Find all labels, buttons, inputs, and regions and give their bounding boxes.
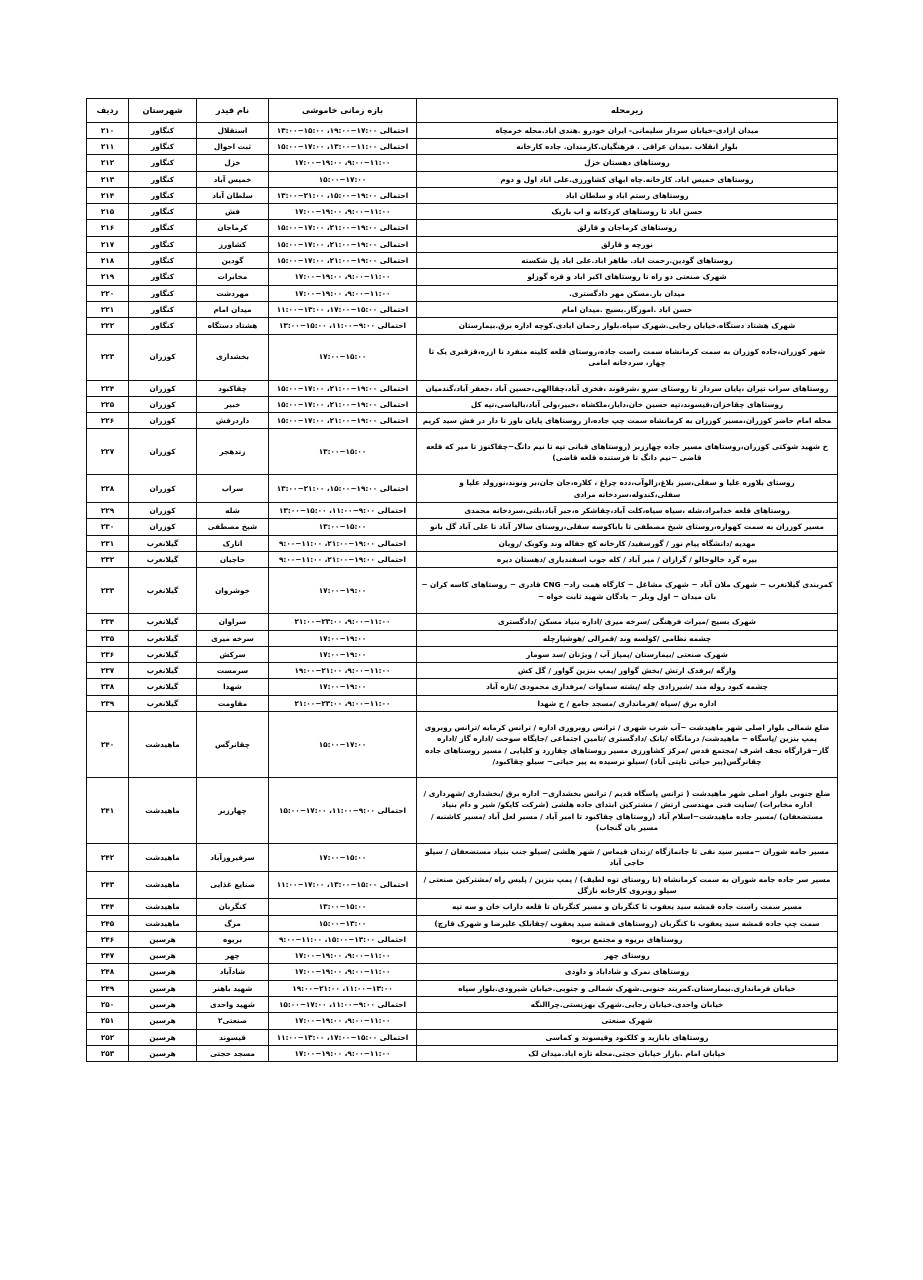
cell-county: ماهیدشت	[129, 871, 197, 899]
cell-subdistrict: روستاهای کرماجان و قارلق	[417, 220, 838, 236]
cell-subdistrict: روستای چهر	[417, 948, 838, 964]
cell-subdistrict: اداره برق /سپاه /فرمانداری /مسجد جامع / خ شهدا	[417, 695, 838, 711]
cell-outage-time: احتمالی ۱۳:۰۰−۱۵:۰۰، ۱۱:۰۰−۹:۰۰	[269, 931, 417, 947]
cell-row-number: ۲۳۲	[87, 551, 129, 567]
cell-outage-time: ۱۳:۰۰−۱۵:۰۰	[269, 899, 417, 915]
cell-subdistrict: ضلع شمالی بلوار اصلی شهر ماهیدشت −آب شرب شهری / ترانس روبروری اداره / ترانس کرمابه /ترانس روبروی پمپ بنزین /پاسگاه − ماهیدشت/ درمانگاه /بانک /دادگستری /تامین اجتماعی /جایگاه سوخت /اداره گاز /اداره گاز−قرارگاه نجف اشرف /مجتمع قدس /مرکز کشاورزی مسیر روستاهای چقازرد و کلیایی / مسیر روستاهای جاده چقانرگس(پیر حیاتی تاپتی آباد) /سیلو نرسیده به پیر حیاتی− سیلو چقاکبود/	[417, 712, 838, 778]
table-row	[87, 253, 838, 269]
cell-subdistrict: بلوار انقلاب .میدان عراقی . فرهنگیان.کارمندان. جاده کارخانه	[417, 139, 838, 155]
cell-row-number: ۲۳۰	[87, 519, 129, 535]
cell-outage-time: احتمالی ۱۹:۰۰−۲۱:۰۰، ۱۷:۰۰−۱۵:۰۰	[269, 220, 417, 236]
cell-county: کوزران	[129, 380, 197, 396]
table-row	[87, 139, 838, 155]
cell-row-number: ۲۴۵	[87, 915, 129, 931]
table-row	[87, 899, 838, 915]
cell-county: هرسین	[129, 931, 197, 947]
cell-row-number: ۲۵۲	[87, 1029, 129, 1045]
cell-outage-time: ۱۷:۰۰−۱۹:۰۰	[269, 646, 417, 662]
table-row	[87, 429, 838, 475]
cell-outage-time: احتمالی ۱۹:۰۰−۲۱:۰۰، ۱۱:۰۰−۹:۰۰	[269, 551, 417, 567]
cell-row-number: ۲۱۶	[87, 220, 129, 236]
cell-row-number: ۲۲۲	[87, 318, 129, 334]
table-row	[87, 646, 838, 662]
table-row	[87, 503, 838, 519]
cell-row-number: ۲۲۸	[87, 475, 129, 503]
cell-subdistrict: روستای بلاوره علیا و سفلی،سیز بلاغ،زالوآب،دده چراغ ، کلاره،جان جان،بر ونوند،نورولد علیا و سفلی،کندوله،سردخانه مرادی	[417, 475, 838, 503]
cell-row-number: ۲۴۱	[87, 778, 129, 844]
cell-county: کنگاور	[129, 204, 197, 220]
cell-subdistrict: میدان بار.مسکن مهر دادگستری.	[417, 285, 838, 301]
table-row	[87, 630, 838, 646]
cell-county: کوزران	[129, 429, 197, 475]
cell-outage-time: ۹:۰۰−۱۱:۰۰، ۱۷:۰۰−۱۹:۰۰	[269, 155, 417, 171]
cell-row-number: ۲۳۳	[87, 568, 129, 614]
cell-outage-time: احتمالی ۹:۰۰−۱۱:۰۰، ۱۷:۰۰−۱۵:۰۰	[269, 778, 417, 844]
table-row	[87, 380, 838, 396]
cell-outage-time: احتمالی ۱۹:۰۰−۲۱:۰۰، ۱۷:۰۰−۱۵:۰۰	[269, 253, 417, 269]
cell-row-number: ۲۲۶	[87, 413, 129, 429]
table-row	[87, 568, 838, 614]
cell-county: کنگاور	[129, 269, 197, 285]
cell-feeder-name: چهر	[197, 948, 269, 964]
cell-feeder-name: مقاومت	[197, 695, 269, 711]
cell-subdistrict: چشمه نظامی /کولسه وند /قمرالی /هوشیارچله	[417, 630, 838, 646]
cell-subdistrict: حسن اباد تا روستاهای کردکانه و اب باریک	[417, 204, 838, 220]
cell-outage-time: احتمالی ۱۵:۰۰−۱۳:۰۰، ۱۷:۰۰−۱۱:۰۰	[269, 871, 417, 899]
table-row	[87, 396, 838, 412]
cell-county: گیلانغرب	[129, 679, 197, 695]
cell-feeder-name: کشاورز	[197, 236, 269, 252]
cell-county: کنگاور	[129, 171, 197, 187]
cell-feeder-name: حاجیان	[197, 551, 269, 567]
cell-outage-time: احتمالی ۱۵:۰۰−۱۷:۰۰، ۱۳:۰۰−۱۱:۰۰	[269, 301, 417, 317]
cell-outage-time: ۹:۰۰−۱۱:۰۰، ۱۷:۰۰−۱۹:۰۰	[269, 948, 417, 964]
cell-subdistrict: وارگه /برفدک ارتش /بخش گواور /پمپ بنزین گواور / گل کش	[417, 663, 838, 679]
cell-outage-time: ۹:۰۰−۱۱:۰۰، ۱۷:۰۰−۱۹:۰۰	[269, 1045, 417, 1061]
cell-feeder-name: صنعتی۲	[197, 1013, 269, 1029]
cell-feeder-name: خزل	[197, 155, 269, 171]
cell-feeder-name: مخابرات	[197, 269, 269, 285]
cell-subdistrict: روستاهای بریوه و مجتمع بریوه	[417, 931, 838, 947]
cell-row-number: ۲۳۴	[87, 614, 129, 630]
cell-row-number: ۲۱۰	[87, 122, 129, 138]
cell-county: کوزران	[129, 503, 197, 519]
column-header-time: بازه زمانی خاموشی	[269, 99, 417, 123]
cell-outage-time: احتمالی ۱۹:۰۰−۲۱:۰۰، ۱۷:۰۰−۱۵:۰۰	[269, 380, 417, 396]
cell-feeder-name: مهردشت	[197, 285, 269, 301]
cell-row-number: ۲۱۸	[87, 253, 129, 269]
table-row	[87, 663, 838, 679]
cell-county: کوزران	[129, 413, 197, 429]
cell-subdistrict: نورچه و قارلق	[417, 236, 838, 252]
cell-county: کنگاور	[129, 155, 197, 171]
cell-county: کنگاور	[129, 220, 197, 236]
cell-outage-time: ۹:۰۰−۱۱:۰۰، ۱۷:۰۰−۱۹:۰۰	[269, 285, 417, 301]
cell-feeder-name: کرماجان	[197, 220, 269, 236]
cell-feeder-name: خبیر	[197, 396, 269, 412]
cell-feeder-name: چقانرگس	[197, 712, 269, 778]
cell-row-number: ۲۵۱	[87, 1013, 129, 1029]
cell-row-number: ۲۵۰	[87, 996, 129, 1012]
cell-row-number: ۲۴۰	[87, 712, 129, 778]
cell-row-number: ۲۳۸	[87, 679, 129, 695]
cell-row-number: ۲۳۱	[87, 535, 129, 551]
cell-subdistrict: روستاهای چقاخزان،قیسوند،تپه حسین خان،دایار،ملکشاه ،خبیر،ولی آباد،بالیاسی،تپه کل	[417, 396, 838, 412]
table-row	[87, 695, 838, 711]
table-row	[87, 187, 838, 203]
cell-row-number: ۲۴۸	[87, 964, 129, 980]
cell-feeder-name: بخشداری	[197, 334, 269, 380]
cell-row-number: ۲۲۴	[87, 380, 129, 396]
cell-county: ماهیدشت	[129, 778, 197, 844]
table-row	[87, 948, 838, 964]
cell-county: کوزران	[129, 519, 197, 535]
cell-feeder-name: شهید واحدی	[197, 996, 269, 1012]
cell-row-number: ۲۱۱	[87, 139, 129, 155]
cell-row-number: ۲۳۹	[87, 695, 129, 711]
cell-outage-time: احتمالی ۱۹:۰۰−۲۱:۰۰، ۱۷:۰۰−۱۵:۰۰	[269, 236, 417, 252]
cell-county: کوزران	[129, 475, 197, 503]
table-row	[87, 269, 838, 285]
cell-subdistrict: روستاهای بابازید و کلکنود وقیسوند و کماسی	[417, 1029, 838, 1045]
cell-row-number: ۲۲۳	[87, 334, 129, 380]
cell-feeder-name: شهید باهنر	[197, 980, 269, 996]
table-row	[87, 413, 838, 429]
column-header-area: زیرمحله	[417, 99, 838, 123]
cell-outage-time: احتمالی ۱۷:۰۰−۱۹:۰۰، ۱۵:۰۰−۱۳:۰۰	[269, 122, 417, 138]
cell-outage-time: احتمالی ۱۹:۰۰−۲۱:۰۰، ۱۷:۰۰−۱۵:۰۰	[269, 413, 417, 429]
cell-subdistrict: شهرک بسیج /میراث فرهنگی /سرخه میری /اداره بنیاد مسکن /دادگستری	[417, 614, 838, 630]
cell-subdistrict: بیره گرد خالوخالو / گرازان / میر آباد / کله جوب اسفندیاری /دهستان دیره	[417, 551, 838, 567]
cell-row-number: ۲۳۷	[87, 663, 129, 679]
cell-subdistrict: خیابان امام .بازار خیابان حجتی.محله تازه اباد.میدان لک	[417, 1045, 838, 1061]
cell-outage-time: ۱۳:۰۰−۱۵:۰۰	[269, 519, 417, 535]
cell-row-number: ۲۱۲	[87, 155, 129, 171]
cell-subdistrict: روستاهای رستم اباد و سلطان اباد	[417, 187, 838, 203]
cell-feeder-name: قیسوند	[197, 1029, 269, 1045]
cell-subdistrict: کمربندی گیلانغرب − شهرک ملان آباد − شهرک مشاغل − کارگاه همت زاد− CNG قادری − روستاهای کاسه کران − بان میدان − اول وبلر − یادگان شهید ثابت خواه −	[417, 568, 838, 614]
cell-row-number: ۲۱۴	[87, 187, 129, 203]
table-row	[87, 679, 838, 695]
cell-feeder-name: سراوان	[197, 614, 269, 630]
cell-county: هرسین	[129, 996, 197, 1012]
cell-subdistrict: شهرک صنعتی	[417, 1013, 838, 1029]
cell-outage-time: احتمالی ۹:۰۰−۱۱:۰۰، ۱۵:۰۰−۱۳:۰۰	[269, 503, 417, 519]
cell-county: گیلانغرب	[129, 568, 197, 614]
cell-county: کنگاور	[129, 253, 197, 269]
table-row	[87, 778, 838, 844]
cell-feeder-name: سرخه میری	[197, 630, 269, 646]
cell-county: گیلانغرب	[129, 646, 197, 662]
cell-outage-time: ۱۵:۰۰−۱۷:۰۰	[269, 712, 417, 778]
table-row	[87, 155, 838, 171]
header-row	[87, 99, 838, 123]
cell-outage-time: ۱۷:۰۰−۱۵:۰۰	[269, 844, 417, 872]
cell-row-number: ۲۱۵	[87, 204, 129, 220]
table-row	[87, 931, 838, 947]
cell-county: کنگاور	[129, 318, 197, 334]
cell-outage-time: ۱۷:۰۰−۱۹:۰۰	[269, 630, 417, 646]
cell-outage-time: احتمالی ۹:۰۰−۱۱:۰۰، ۱۷:۰۰−۱۵:۰۰	[269, 996, 417, 1012]
cell-row-number: ۲۳۶	[87, 646, 129, 662]
cell-feeder-name: سرفیروزآباد	[197, 844, 269, 872]
cell-feeder-name: میدان امام	[197, 301, 269, 317]
cell-row-number: ۲۲۷	[87, 429, 129, 475]
cell-subdistrict: ضلع جنوبی بلوار اصلی شهر ماهیدشت ( ترانس پاسگاه قدیم / ترانس بخشداری− اداره برق /بخشداری /شهرداری /اداره مخابرات) /سایت فنی مهندسی ارتش / مشترکین ابتدای جاده هلشی (شرکت کایکو/ شیر و دام بنیاد مستضعفان) /مسیر جاده ماهیدشت−اسلام آباد (روستاهای چقاکبود تا امیر آباد / مسیر لعل آباد /مسیر کاشنبه / مسیر بان گنجاب)	[417, 778, 838, 844]
cell-outage-time: ۱۵:۰۰−۱۷:۰۰	[269, 171, 417, 187]
cell-county: گیلانغرب	[129, 630, 197, 646]
table-row	[87, 964, 838, 980]
cell-outage-time: ۱۵:۰۰−۱۳:۰۰	[269, 915, 417, 931]
cell-outage-time: احتمالی ۱۹:۰۰−۱۵:۰۰، ۲۱:۰۰−۱۳:۰۰	[269, 187, 417, 203]
table-row	[87, 551, 838, 567]
cell-county: کنگاور	[129, 139, 197, 155]
table-row	[87, 519, 838, 535]
cell-feeder-name: کنگربان	[197, 899, 269, 915]
cell-subdistrict: شهرک صنعتی /بیمارستان /پمپاژ آب / ویژنان /سد سومار	[417, 646, 838, 662]
cell-outage-time: ۱۷:۰۰−۱۹:۰۰	[269, 568, 417, 614]
cell-subdistrict: شهرک صنعتی دو راه تا روستاهای اکبر اباد و قره گوزلو	[417, 269, 838, 285]
cell-row-number: ۲۲۹	[87, 503, 129, 519]
cell-subdistrict: مسیر جامه شوران −مسیر سید نقی تا جانمازگاه /زندان قیماس / شهر هلشی /سیلو جنب بنیاد مستضعفان / سیلو حاجی آباد	[417, 844, 838, 872]
cell-outage-time: احتمالی ۱۹:۰۰−۱۵:۰۰، ۲۱:۰۰−۱۳:۰۰	[269, 475, 417, 503]
cell-county: گیلانغرب	[129, 535, 197, 551]
cell-feeder-name: زندهجر	[197, 429, 269, 475]
cell-subdistrict: سمت چپ جاده قمشه سید یعقوب تا کنگربان (روستاهای قمشه سید یعقوب /چقابلک علیرضا و شهرک قارچ)	[417, 915, 838, 931]
table-row	[87, 1045, 838, 1061]
cell-outage-time: ۹:۰۰−۱۱:۰۰، ۱۷:۰۰−۱۹:۰۰	[269, 269, 417, 285]
cell-subdistrict: روستاهای سراب تپران ،پایان سردار تا روستای سرو ،شرقوند ،فخری آباد،چقاالهی،حسین آباد ،جعفر آباد،گندمیان	[417, 380, 838, 396]
table-row	[87, 236, 838, 252]
cell-outage-time: ۹:۰۰−۱۱:۰۰، ۱۷:۰۰−۱۹:۰۰	[269, 204, 417, 220]
cell-feeder-name: بریوه	[197, 931, 269, 947]
cell-outage-time: ۱۷:۰۰−۱۵:۰۰	[269, 334, 417, 380]
cell-row-number: ۲۴۹	[87, 980, 129, 996]
table-row	[87, 844, 838, 872]
cell-row-number: ۲۲۱	[87, 301, 129, 317]
cell-outage-time: ۹:۰۰−۱۱:۰۰، ۱۷:۰۰−۱۹:۰۰	[269, 964, 417, 980]
table-row	[87, 220, 838, 236]
cell-row-number: ۲۱۹	[87, 269, 129, 285]
cell-feeder-name: شادآباد	[197, 964, 269, 980]
table-row	[87, 301, 838, 317]
cell-feeder-name: سرکش	[197, 646, 269, 662]
cell-subdistrict: روستاهای خمیس اباد. کارخانه.چاه ابهای کشاورزی.علی اباد اول و دوم	[417, 171, 838, 187]
cell-outage-time: ۱۱:۰۰−۱۳:۰۰، ۱۹:۰۰−۲۱:۰۰	[269, 980, 417, 996]
cell-outage-time: احتمالی ۱۱:۰۰−۱۳:۰۰، ۱۷:۰۰−۱۵:۰۰	[269, 139, 417, 155]
table-row	[87, 614, 838, 630]
cell-outage-time: احتمالی ۹:۰۰−۱۱:۰۰، ۱۵:۰۰−۱۳:۰۰	[269, 318, 417, 334]
cell-subdistrict: حسن اباد .اموزگار.بسیج .میدان امام	[417, 301, 838, 317]
cell-row-number: ۲۴۳	[87, 871, 129, 899]
cell-feeder-name: چقاکبود	[197, 380, 269, 396]
cell-outage-time: ۱۷:۰۰−۱۹:۰۰	[269, 679, 417, 695]
cell-feeder-name: هشتاد دستگاه	[197, 318, 269, 334]
cell-county: گیلانغرب	[129, 663, 197, 679]
cell-feeder-name: سلطان آباد	[197, 187, 269, 203]
cell-county: کنگاور	[129, 285, 197, 301]
cell-feeder-name: فش	[197, 204, 269, 220]
cell-row-number: ۲۴۷	[87, 948, 129, 964]
cell-outage-time: ۹:۰۰−۱۱:۰۰، ۲۱:۰۰−۲۳:۰۰	[269, 614, 417, 630]
cell-row-number: ۲۴۲	[87, 844, 129, 872]
column-header-radif: ردیف	[87, 99, 129, 123]
cell-subdistrict: مسیر سمت راست جاده قمشه سید یعقوب تا کنگربان و مسیر کنگربان تا قلعه داراب خان و سه تپه	[417, 899, 838, 915]
cell-feeder-name: مرگ	[197, 915, 269, 931]
table-row	[87, 915, 838, 931]
cell-row-number: ۲۱۷	[87, 236, 129, 252]
cell-feeder-name: صنایع غذایی	[197, 871, 269, 899]
table-row	[87, 996, 838, 1012]
cell-feeder-name: چهارزبر	[197, 778, 269, 844]
table-row	[87, 204, 838, 220]
cell-subdistrict: خ شهید شوکتی کوزران،روستاهای مسیر جاده چهارزبر (روستاهای قبانی تپه تا نیم دانگ−چقاکنوژ تا میر که قلعه قاضی −نیم دانگ تا فرستنده قلعه قاضی)	[417, 429, 838, 475]
cell-outage-time: احتمالی ۱۹:۰۰−۲۱:۰۰، ۱۷:۰۰−۱۵:۰۰	[269, 396, 417, 412]
table-row	[87, 285, 838, 301]
cell-feeder-name: شله	[197, 503, 269, 519]
cell-subdistrict: چشمه کبود روله مند /شیرزادی چله /پشته سماوات /مرفداری محمودی /تازه آباد	[417, 679, 838, 695]
cell-feeder-name: مسجد حجتی	[197, 1045, 269, 1061]
cell-subdistrict: میدان ازادی-خیابان سردار سلیمانی- ایران خودرو .هندی اباد.محله خرمچاه	[417, 122, 838, 138]
cell-subdistrict: روستاهای گودین.رحمت اباد. طاهر اباد.علی اباد پل شکسته	[417, 253, 838, 269]
cell-county: هرسین	[129, 1029, 197, 1045]
cell-outage-time: ۱۳:۰۰−۱۵:۰۰	[269, 429, 417, 475]
cell-row-number: ۲۲۰	[87, 285, 129, 301]
cell-county: هرسین	[129, 980, 197, 996]
cell-feeder-name: شهدا	[197, 679, 269, 695]
cell-feeder-name: داردرفش	[197, 413, 269, 429]
outage-table-container	[87, 98, 838, 1062]
cell-county: هرسین	[129, 948, 197, 964]
cell-county: کنگاور	[129, 187, 197, 203]
cell-county: هرسین	[129, 1045, 197, 1061]
cell-feeder-name: سرمست	[197, 663, 269, 679]
outage-schedule-table	[86, 98, 838, 1062]
table-row	[87, 318, 838, 334]
cell-subdistrict: شهر کوزران،جاده کوزران به سمت کرمانشاه سمت راست جاده،روستای قلعه کلینه منفرد تا ازره،قزقبری یک تا چهار، سردخانه امامی	[417, 334, 838, 380]
cell-feeder-name: شیخ مصطفی	[197, 519, 269, 535]
cell-county: گیلانغرب	[129, 695, 197, 711]
cell-subdistrict: محله امام حاضر کوزران،مسیر کوزران به کرمانشاه سمت چپ جاده،از روستاهای پایان باور تا دار در فش سید کریم	[417, 413, 838, 429]
cell-subdistrict: مهدیه /دانشگاه پیام نور / گورسفید/ کارخانه کچ جفاله وند وکوبک /رویان	[417, 535, 838, 551]
cell-outage-time: احتمالی ۱۵:۰۰−۱۷:۰۰، ۱۳:۰۰−۱۱:۰۰	[269, 1029, 417, 1045]
table-row	[87, 980, 838, 996]
cell-county: کوزران	[129, 334, 197, 380]
cell-outage-time: ۹:۰۰−۱۱:۰۰، ۱۷:۰۰−۱۹:۰۰	[269, 1013, 417, 1029]
cell-subdistrict: روستاهای نمرک و شاداباد و داودی	[417, 964, 838, 980]
table-row	[87, 712, 838, 778]
table-row	[87, 535, 838, 551]
cell-row-number: ۲۳۵	[87, 630, 129, 646]
cell-feeder-name: سراب	[197, 475, 269, 503]
cell-subdistrict: روستاهای قلعه خدامراد،شله ،سیاه سیاه،کلت آباد،چقاشکر ه،جبر آباد،بلتی،سردخانه محمدی	[417, 503, 838, 519]
cell-outage-time: ۹:۰۰−۱۱:۰۰، ۲۱:۰۰−۲۳:۰۰	[269, 695, 417, 711]
table-row	[87, 334, 838, 380]
cell-subdistrict: مسیر کوزران به سمت کهواره،روستای شیخ مصطفی تا باباکوسه سفلی،روستای سالار آباد تا علی آباد گل بانو	[417, 519, 838, 535]
table-row	[87, 1013, 838, 1029]
cell-row-number: ۲۵۳	[87, 1045, 129, 1061]
table-row	[87, 171, 838, 187]
column-header-feeder: نام فیدر	[197, 99, 269, 123]
table-header	[87, 99, 838, 123]
cell-feeder-name: ثبت احوال	[197, 139, 269, 155]
cell-county: کنگاور	[129, 122, 197, 138]
column-header-city: شهرستان	[129, 99, 197, 123]
cell-outage-time: ۹:۰۰−۱۱:۰۰، ۱۹:۰۰−۲۱:۰۰	[269, 663, 417, 679]
cell-feeder-name: استقلال	[197, 122, 269, 138]
cell-county: هرسین	[129, 964, 197, 980]
cell-county: ماهیدشت	[129, 712, 197, 778]
cell-subdistrict: مسیر سر جاده جامه شوران به سمت کرمانشاه (تا روستای توه لطیف) / پمپ بنزین / پلیس راه /مشترکین صنعتی /سیلو روبروی کارخانه نازگل	[417, 871, 838, 899]
cell-feeder-name: گودین	[197, 253, 269, 269]
cell-county: کوزران	[129, 396, 197, 412]
table-row	[87, 122, 838, 138]
cell-county: کنگاور	[129, 301, 197, 317]
cell-subdistrict: روستاهای دهستان خزل	[417, 155, 838, 171]
table-row	[87, 475, 838, 503]
cell-row-number: ۲۲۵	[87, 396, 129, 412]
table-row	[87, 1029, 838, 1045]
cell-subdistrict: خیابان فرمانداری.بیمارستان.کمربند جنوبی.شهرک شمالی و جنوبی.خیابان شیرودی.بلوار سپاه	[417, 980, 838, 996]
cell-subdistrict: خیابان واحدی.خیابان رجایی.شهرک بهزیستی.چراالنگه	[417, 996, 838, 1012]
cell-row-number: ۲۴۶	[87, 931, 129, 947]
cell-feeder-name: اتارک	[197, 535, 269, 551]
cell-county: کنگاور	[129, 236, 197, 252]
table-body	[87, 122, 838, 1061]
cell-county: ماهیدشت	[129, 844, 197, 872]
table-row	[87, 871, 838, 899]
cell-row-number: ۲۴۴	[87, 899, 129, 915]
cell-row-number: ۲۱۳	[87, 171, 129, 187]
cell-county: ماهیدشت	[129, 899, 197, 915]
cell-county: هرسین	[129, 1013, 197, 1029]
cell-county: گیلانغرب	[129, 551, 197, 567]
cell-feeder-name: خوشروان	[197, 568, 269, 614]
cell-county: ماهیدشت	[129, 915, 197, 931]
cell-outage-time: احتمالی ۱۹:۰۰−۲۱:۰۰، ۱۱:۰۰−۹:۰۰	[269, 535, 417, 551]
cell-feeder-name: خمیس آباد	[197, 171, 269, 187]
cell-county: گیلانغرب	[129, 614, 197, 630]
cell-subdistrict: شهرک هشتاد دستگاه.خیابان رجایی.شهرک سپاه.بلوار رحمان ابادی.کوچه اداره برق.بیمارستان	[417, 318, 838, 334]
